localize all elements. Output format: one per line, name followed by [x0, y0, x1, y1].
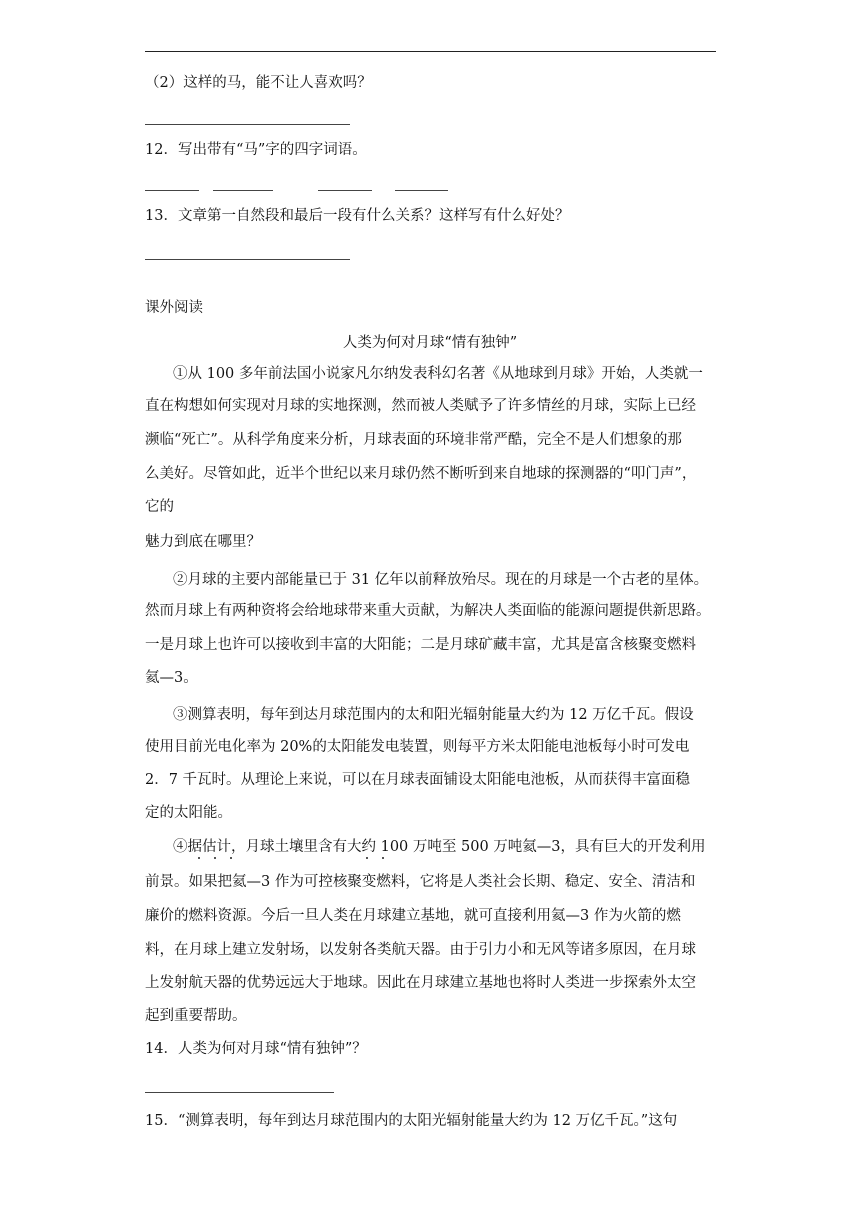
- answer-blank-12-b[interactable]: [213, 190, 273, 191]
- paragraph-line: 氦—3。: [145, 670, 198, 686]
- paragraph-line: 料，在月球上建立发射场，以发射各类航天器。由于引力小和无风等诸多原因，在月球: [145, 942, 696, 958]
- paragraph-line: ①从 100 多年前法国小说家凡尔纳发表科幻名著《从地球到月球》开始，人类就一: [173, 366, 703, 382]
- question-13: 13．文章第一自然段和最后一段有什么关系？这样写有什么好处？: [145, 208, 570, 224]
- paragraph-line: ②月球的主要内部能量已于 31 亿年以前释放殆尽。现在的月球是一个古老的星体。: [173, 572, 709, 588]
- paragraph-line: 直在构想如何实现对月球的实地探测，然而被人类赋予了许多情丝的月球，实际上已经: [145, 398, 696, 414]
- paragraph-line: 它的: [145, 499, 174, 515]
- top-divider: [145, 51, 716, 52]
- article-title: 人类为何对月球“情有独钟”: [342, 335, 518, 351]
- emphasis-dot: [366, 857, 368, 859]
- paragraph-line: 定的太阳能。: [145, 805, 232, 821]
- paragraph-line: 一是月球上也许可以接收到丰富的大阳能；二是月球矿藏丰富，尤其是富含核聚变燃料: [145, 637, 696, 653]
- paragraph-line: 么美好。尽管如此，近半个世纪以来月球仍然不断听到来自地球的探测器的“叩门声”，: [145, 466, 697, 482]
- paragraph-line: ④据估计，月球土壤里含有大约 100 万吨至 500 万吨氦—3，具有巨大的开发利用: [173, 839, 706, 855]
- emphasis-dot: [198, 857, 200, 859]
- emphasis-dot: [230, 857, 232, 859]
- paragraph-line: 使用目前光电化率为 20%的太阳能发电装置，则每平方米太阳能电池板每小时可发电: [145, 739, 690, 755]
- paragraph-line: 然而月球上有两种资将会给地球带来重大贡献，为解决人类面临的能源问题提供新思路。: [145, 603, 711, 619]
- emphasis-dot: [214, 857, 216, 859]
- question-11-part-2: （2）这样的马，能不让人喜欢吗？: [145, 75, 372, 91]
- paragraph-line: 廉价的燃料资源。今后一旦人类在月球建立基地，就可直接利用氦—3 作为火箭的燃: [145, 908, 681, 924]
- paragraph-line: 前景。如果把氦—3 作为可控核聚变燃料，它将是人类社会长期、稳定、安全、清洁和: [145, 874, 696, 890]
- answer-blank-14[interactable]: [145, 1092, 334, 1093]
- paragraph-line: 2．7 千瓦时。从理论上来说，可以在月球表面铺设太阳能电池板，从而获得丰富面稳: [145, 772, 691, 788]
- answer-blank-12-a[interactable]: [145, 190, 199, 191]
- paragraph-line: 濒临“死亡”。从科学角度来分析，月球表面的环境非常严酷，完全不是人们想象的那: [145, 432, 682, 448]
- answer-blank-13[interactable]: [145, 259, 350, 260]
- paragraph-line: ③测算表明，每年到达月球范围内的太和阳光辐射能量大约为 12 万亿千瓦。假设: [173, 707, 694, 723]
- paragraph-line: 起到重要帮助。: [145, 1008, 247, 1024]
- paragraph-line: 魅力到底在哪里？: [145, 534, 261, 550]
- answer-blank-12-d[interactable]: [395, 190, 448, 191]
- section-label: 课外阅读: [145, 300, 203, 316]
- question-12: 12．写出带有“马”字的四字词语。: [145, 142, 367, 158]
- answer-blank-11[interactable]: [145, 124, 350, 125]
- question-15: 15．“测算表明，每年到达月球范围内的太阳光辐射能量大约为 12 万亿千瓦。”这句: [145, 1113, 678, 1129]
- emphasis-dot: [382, 857, 384, 859]
- paragraph-line: 上发射航天器的优势远远大于地球。因此在月球建立基地也将时人类进一步探索外太空: [145, 975, 696, 991]
- question-14: 14．人类为何对月球“情有独钟”？: [145, 1041, 367, 1057]
- answer-blank-12-c[interactable]: [318, 190, 372, 191]
